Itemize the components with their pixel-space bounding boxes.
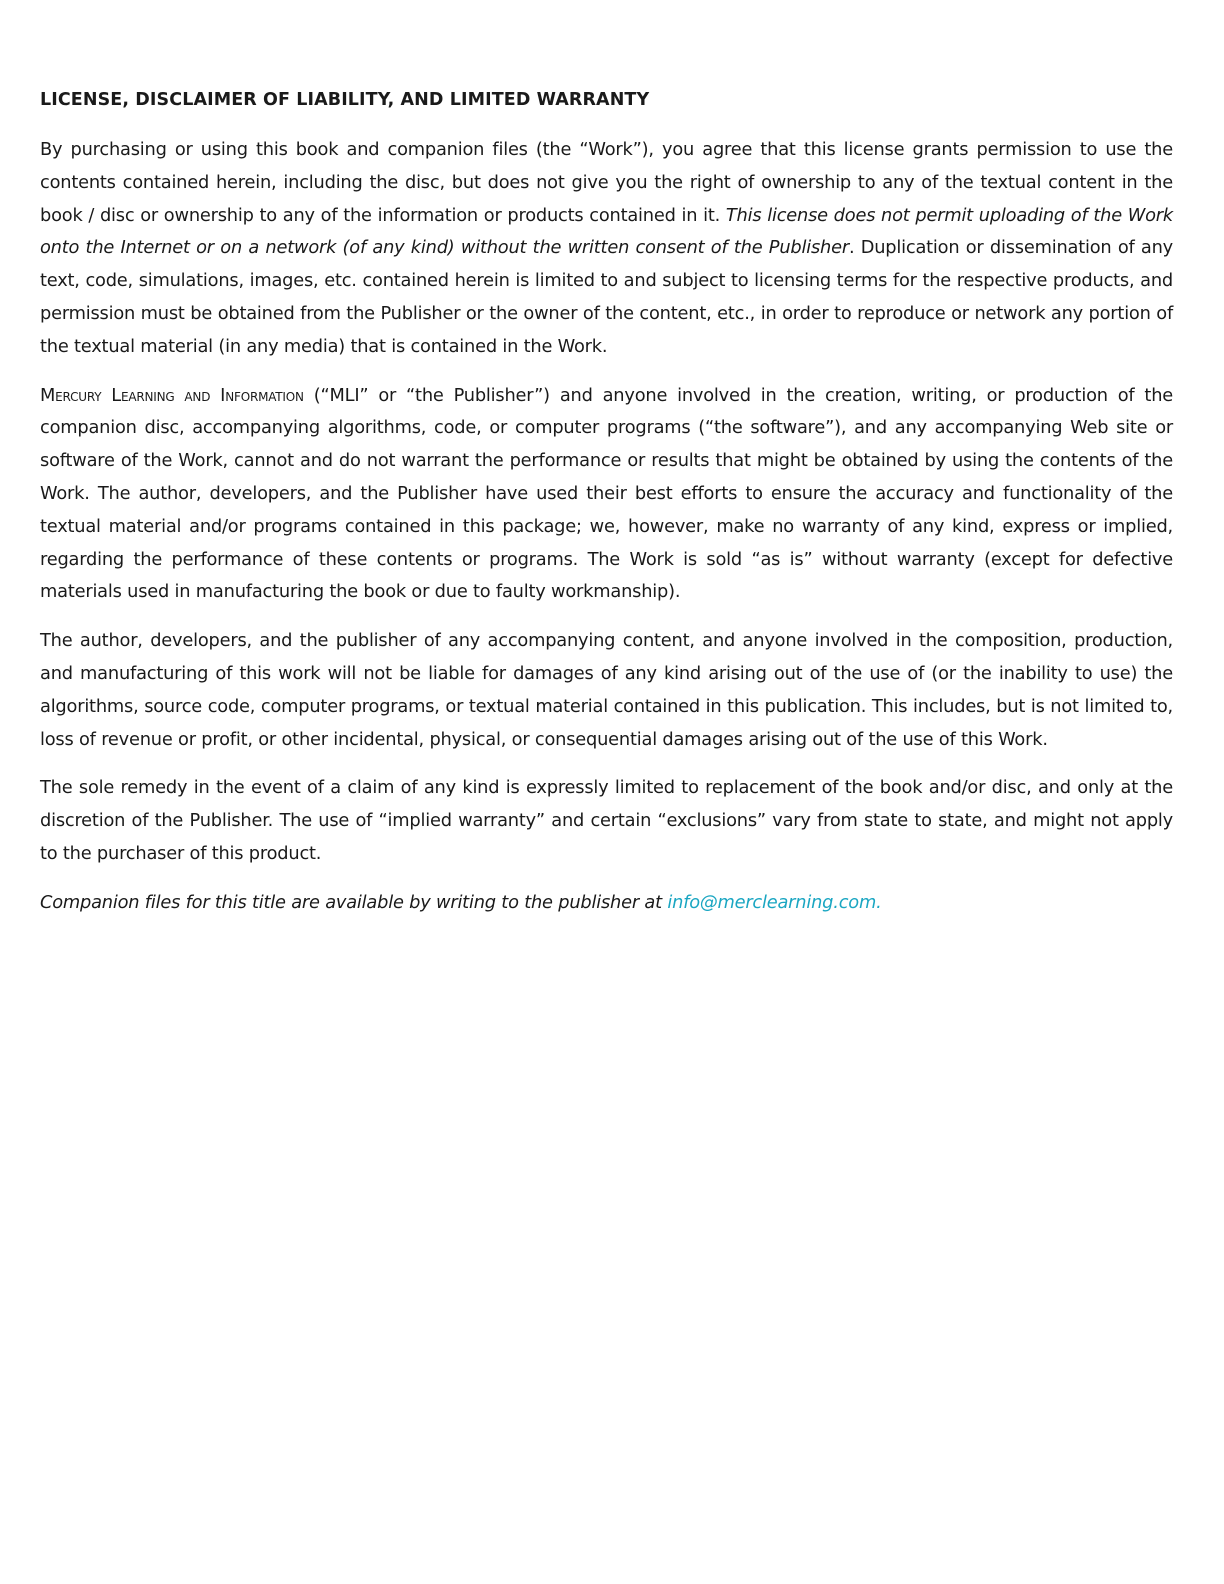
license-heading: LICENSE, DISCLAIMER OF LIABILITY, AND LIMITED WARRANTY <box>40 90 650 110</box>
publisher-name: Mercury Learning and Information <box>40 384 304 406</box>
companion-files-text: Companion files for this title are available by writing to the publisher at <box>40 891 668 913</box>
upload-restriction-text: This license does not permit uploading of the Work onto the Internet or on a network (of any kind) without the written consent of the Publisher <box>40 204 1174 259</box>
paragraph-sole-remedy: The sole remedy in the event of a claim of any kind is expressly limited to replacement of the book and/or disc, and only at the discretion of the Publisher. The use of “implied warranty” and certain “exclusions” vary from state to state, and might not apply to the purchaser of this product. <box>40 777 1173 864</box>
paragraph-companion-files <box>40 887 1173 920</box>
duplication-text: . Duplication or dissemination of any text, code, simulations, images, etc. contained herein is limited to and subject to licensing terms for the respective products, and permission must be obtained from the Publisher or the owner of the content, etc., in order to reproduce or network any portion of the textual material (in any media) that is contained in the Work. <box>40 237 1173 357</box>
paragraph-license-grant <box>40 134 1173 364</box>
license-page <box>40 86 1173 936</box>
license-grant-text: By purchasing or using this book and companion files (the “Work”), you agree that this license grants permission to use the contents contained herein, including the disc, but does not give you the right of ownership to any of the textual content in the book / disc or ownership to any of the information or products contained in it. <box>40 139 1173 226</box>
publisher-email-link[interactable]: info@merclearning.com <box>667 891 877 913</box>
paragraph-liability: The author, developers, and the publisher of any accompanying content, and anyone involved in the composition, production, and manufacturing of this work will not be liable for damages of any kind arising out of the use of (or the inability to use) the algorithms, source code, computer programs, or textual material contained in this publication. This includes, but is not limited to, loss of revenue or profit, or other incidental, physical, or consequential damages arising out of the use of this Work. <box>40 630 1173 750</box>
no-warranty-text: (“MLI” or “the Publisher”) and anyone involved in the creation, writing, or production of the companion disc, accompanying algorithms, code, or computer programs (“the software”), and any accompanying Web site or software of the Work, cannot and do not warrant the performance or results that might be obtained by using the contents of the Work. The author, developers, and the Publisher have used their best efforts to ensure the accuracy and functionality of the textual material and/or programs contained in this package; we, however, make no warranty of any kind, express or implied, regarding the performance of these contents or programs. The Work is sold “as is” without warranty (except for defective materials used in manufacturing the book or due to faulty workmanship). <box>40 384 1173 603</box>
companion-files-period: . <box>876 891 882 913</box>
paragraph-no-warranty <box>40 380 1173 610</box>
